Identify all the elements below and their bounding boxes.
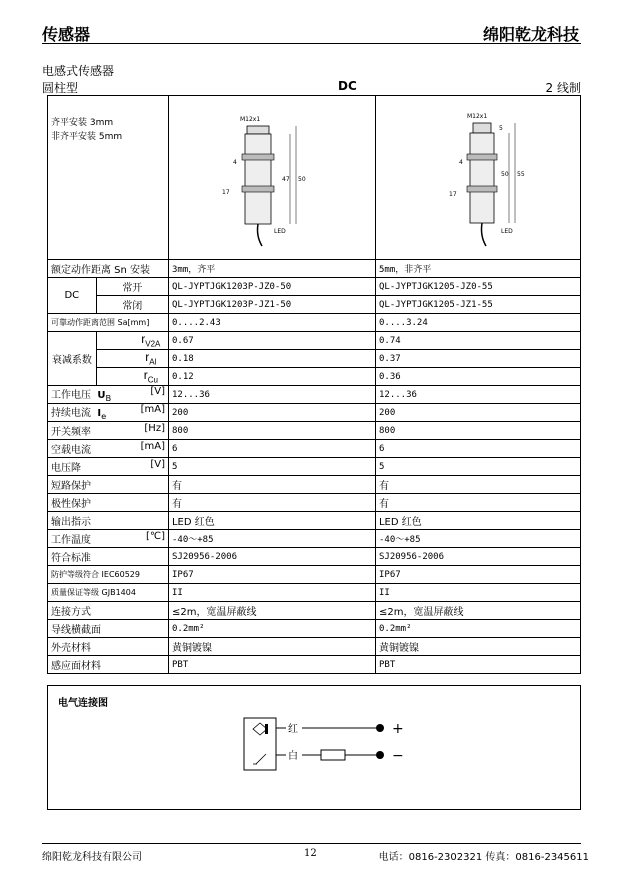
- cell-a: QL-JYPTJGK1203P-JZ1-50: [168, 296, 375, 314]
- row-label: 外壳材料: [48, 638, 169, 656]
- table-row: [48, 602, 581, 620]
- cell-a: II: [168, 584, 375, 602]
- sensor-face: [473, 123, 491, 133]
- label-text: 持续电流: [51, 408, 91, 419]
- label-text: 电压降: [51, 463, 81, 474]
- label-symbol: U: [97, 390, 106, 401]
- cell-b: 有: [375, 476, 580, 494]
- label-unit: [mA]: [140, 404, 165, 415]
- label-text: 工作电压: [51, 390, 91, 401]
- label-unit: [V]: [150, 386, 165, 397]
- row-label: 防护等级符合 IEC60529: [48, 566, 169, 584]
- table-row: [48, 422, 581, 440]
- cell-a: 800: [168, 422, 375, 440]
- row-label: 导线横截面: [48, 620, 169, 638]
- label-text: 空载电流: [51, 445, 91, 456]
- cell-b: QL-JYPTJGK1205-JZ0-55: [375, 278, 580, 296]
- cell-a: 0.2mm²: [168, 620, 375, 638]
- dim-text: 17: [221, 189, 230, 196]
- row-label: [48, 530, 169, 548]
- white-label: 白: [288, 751, 298, 762]
- row-label: [48, 386, 169, 404]
- cell-b: 有: [375, 494, 580, 512]
- dim-text: 4: [232, 159, 237, 166]
- cell-a: 有: [168, 476, 375, 494]
- table-row: [48, 458, 581, 476]
- plus-sign: +: [392, 721, 404, 737]
- sensor-face-mark: [265, 724, 268, 734]
- cell-a: 200: [168, 404, 375, 422]
- red-label: 红: [288, 724, 298, 735]
- table-row: [48, 296, 581, 314]
- cell-b: 5mm，非齐平: [375, 260, 580, 278]
- cell-b: ≤2m，宽温屏蔽线: [375, 602, 580, 620]
- r-symbol: [96, 332, 168, 350]
- cell-b: 0.37: [375, 350, 580, 368]
- label-unit: [Hz]: [144, 423, 165, 434]
- label-subscript: e: [101, 411, 107, 421]
- cell-a: 6: [168, 440, 375, 458]
- cell-b: II: [375, 584, 580, 602]
- current-type: DC: [338, 79, 357, 93]
- row-label: DC: [48, 278, 97, 314]
- sensor-body: [245, 134, 271, 224]
- dim-text: 50: [500, 171, 509, 178]
- dim-text: 47: [281, 176, 290, 183]
- row-label: 感应面材料: [48, 656, 169, 674]
- cable: [257, 224, 262, 246]
- mount-nonflush: 非齐平安装 5mm: [51, 132, 123, 142]
- label-text: 开关频率: [51, 427, 91, 438]
- cell-b: -40～+85: [375, 530, 580, 548]
- cell-a: 5: [168, 458, 375, 476]
- row-label: [48, 440, 169, 458]
- table-row: [48, 548, 581, 566]
- row-label: [48, 404, 169, 422]
- cable: [481, 223, 486, 246]
- row-label: 符合标准: [48, 548, 169, 566]
- nut-top: [467, 154, 497, 160]
- cell-a: PBT: [168, 656, 375, 674]
- row-label: 输出指示: [48, 512, 169, 530]
- cell-b: QL-JYPTJGK1205-JZ1-55: [375, 296, 580, 314]
- switch-icon: [256, 754, 266, 764]
- label-unit: [mA]: [140, 441, 165, 452]
- table-row: [48, 512, 581, 530]
- table-row: [48, 314, 581, 332]
- table-row: [48, 260, 581, 278]
- table-row: [48, 350, 581, 368]
- table-row: [48, 404, 581, 422]
- table-row: [48, 332, 581, 350]
- cell-a: 0.12: [168, 368, 375, 386]
- cell-a: SJ20956-2006: [168, 548, 375, 566]
- cell-b: 0....3.24: [375, 314, 580, 332]
- row-label: [48, 458, 169, 476]
- terminal-minus: [376, 751, 384, 759]
- cell-b: IP67: [375, 566, 580, 584]
- r-letter: r: [145, 350, 150, 365]
- mounting-cell: [48, 96, 169, 260]
- table-row: [48, 530, 581, 548]
- page-number: 12: [304, 848, 317, 859]
- cell-b: 200: [375, 404, 580, 422]
- cell-a: IP67: [168, 566, 375, 584]
- cell-b: PBT: [375, 656, 580, 674]
- cell-a: LED 红色: [168, 512, 375, 530]
- cell-b: LED 红色: [375, 512, 580, 530]
- cell-a: 黄铜镀镍: [168, 638, 375, 656]
- drawing-row: [48, 96, 581, 260]
- led-label: LED: [273, 228, 286, 235]
- cell-b: 12...36: [375, 386, 580, 404]
- footer-rule: [42, 843, 581, 844]
- table-row: [48, 656, 581, 674]
- footer-contact: 电话：0816-2302321 传真：0816-2345611: [378, 852, 589, 863]
- dim-text: 4: [458, 159, 463, 166]
- footer-company: 绵阳乾龙科技有限公司: [42, 852, 142, 863]
- dim-text: 55: [516, 171, 525, 178]
- row-label: 连接方式: [48, 602, 169, 620]
- table-row: [48, 620, 581, 638]
- sensor-face: [247, 126, 269, 134]
- nut-bottom: [242, 186, 274, 192]
- led-label: LED: [500, 228, 513, 235]
- table-row: [48, 494, 581, 512]
- sensor-body: [470, 133, 494, 223]
- r-symbol: [96, 350, 168, 368]
- cell-b: SJ20956-2006: [375, 548, 580, 566]
- drawing-flush-cell: [168, 96, 375, 260]
- row-label: 质量保证等级 GJB1404: [48, 584, 169, 602]
- cell-a: ≤2m，宽温屏蔽线: [168, 602, 375, 620]
- thread-label: M12x1: [466, 113, 488, 120]
- table-row: [48, 476, 581, 494]
- wiring-diagram: [48, 686, 582, 811]
- table-row: [48, 386, 581, 404]
- r-letter: r: [141, 332, 146, 347]
- dim-text: 50: [297, 176, 306, 183]
- electrical-title: 电气连接图: [58, 698, 108, 709]
- nut-bottom: [467, 186, 497, 192]
- nut-top: [242, 154, 274, 160]
- r-symbol: [96, 368, 168, 386]
- table-row: [48, 638, 581, 656]
- cell-b: 6: [375, 440, 580, 458]
- cell-b: 0.74: [375, 332, 580, 350]
- r-letter: r: [143, 368, 148, 383]
- cell-b: 0.36: [375, 368, 580, 386]
- cell-b: 800: [375, 422, 580, 440]
- label-subscript: B: [105, 393, 112, 403]
- header-category: 传感器: [42, 25, 91, 44]
- table-row: [48, 440, 581, 458]
- electrical-diagram-box: [47, 685, 581, 810]
- r-subscript: V2A: [145, 339, 161, 349]
- cell-a: QL-JYPTJGK1203P-JZ0-50: [168, 278, 375, 296]
- row-label: [48, 422, 169, 440]
- r-subscript: Cu: [147, 375, 158, 385]
- label-text: 工作温度: [51, 535, 91, 546]
- header-rule: [42, 43, 581, 44]
- cell-a: 3mm，齐平: [168, 260, 375, 278]
- sensor-type: 电感式传感器: [42, 64, 115, 78]
- table-row: [48, 368, 581, 386]
- minus-sign: −: [392, 748, 404, 764]
- table-row: [48, 584, 581, 602]
- row-label: 额定动作距离 Sn 安装: [48, 260, 169, 278]
- thread-label: M12x1: [239, 116, 261, 123]
- table-row: [48, 278, 581, 296]
- row-label: 短路保护: [48, 476, 169, 494]
- dim-text: 5: [498, 125, 503, 132]
- cell-a: 12...36: [168, 386, 375, 404]
- row-sublabel: 常开: [96, 278, 168, 296]
- label-unit: [℃]: [145, 531, 165, 542]
- drawing-nonflush-cell: [375, 96, 580, 260]
- cell-a: 0.67: [168, 332, 375, 350]
- table-row: [48, 566, 581, 584]
- header-company: 绵阳乾龙科技: [482, 25, 579, 44]
- spec-table: [47, 95, 581, 674]
- cell-b: 5: [375, 458, 580, 476]
- cell-a: 有: [168, 494, 375, 512]
- cell-b: 0.2mm²: [375, 620, 580, 638]
- row-label: 可靠动作距离范围 Sa[mm]: [48, 314, 169, 332]
- dim-text: 17: [448, 191, 457, 198]
- row-label: 衰减系数: [48, 332, 97, 386]
- nonflush-sensor-drawing: [379, 96, 577, 256]
- terminal-plus: [376, 724, 384, 732]
- row-label: 极性保护: [48, 494, 169, 512]
- mount-flush: 齐平安装 3mm: [51, 118, 114, 128]
- label-symbol: I: [97, 408, 102, 419]
- cell-b: 黄铜镀镍: [375, 638, 580, 656]
- sensor-symbol: [244, 718, 276, 770]
- r-subscript: Al: [149, 357, 157, 367]
- cell-a: -40～+85: [168, 530, 375, 548]
- flush-sensor-drawing: [172, 96, 372, 256]
- cell-a: 0....2.43: [168, 314, 375, 332]
- row-sublabel: 常闭: [96, 296, 168, 314]
- sensor-shape: 圆柱型: [42, 81, 79, 95]
- cell-a: 0.18: [168, 350, 375, 368]
- diamond-icon: [253, 723, 267, 735]
- wiring-type: 2 线制: [545, 81, 581, 95]
- load-resistor: [321, 750, 345, 760]
- label-unit: [V]: [150, 459, 165, 470]
